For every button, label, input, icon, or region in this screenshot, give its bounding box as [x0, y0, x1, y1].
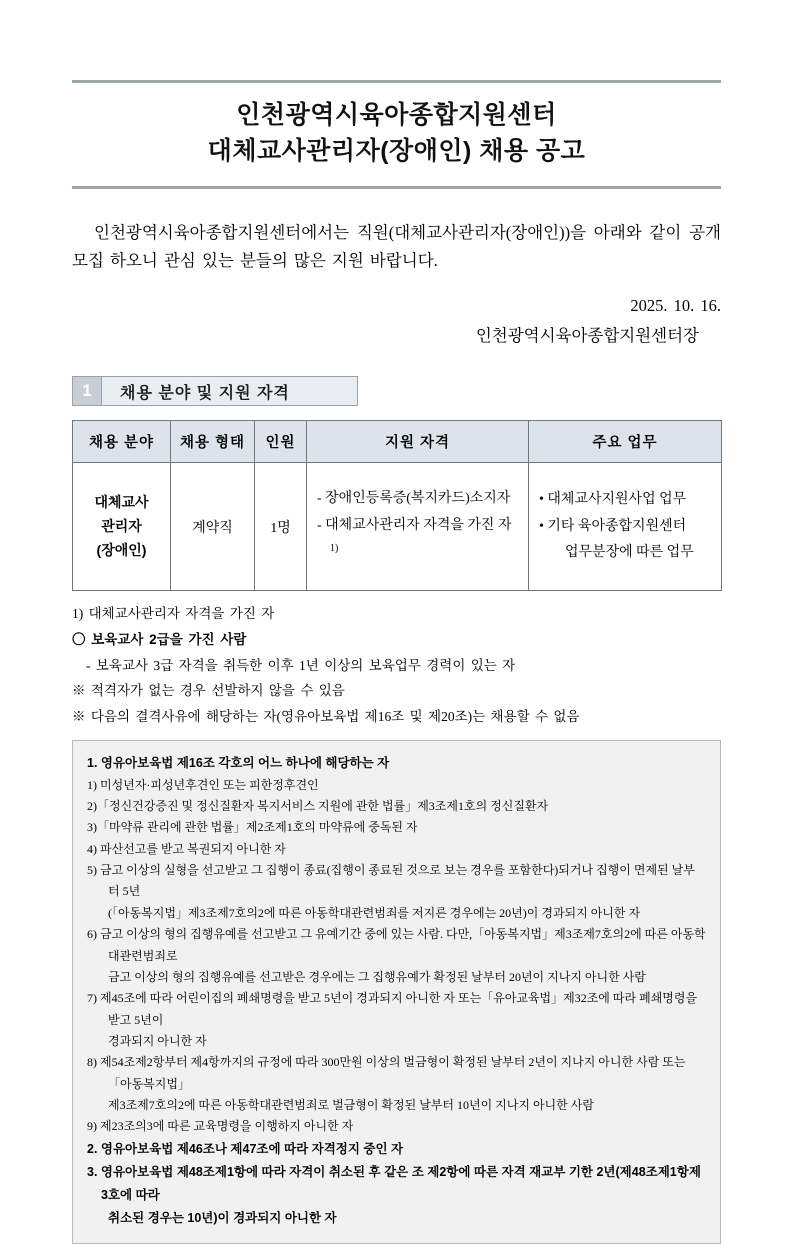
footnote-marker: 1)	[330, 543, 339, 555]
footnote-4: ※ 적격자가 없는 경우 선발하지 않을 수 있음	[72, 683, 345, 699]
announcement-signer: 인천광역시육아종합지원센터장	[475, 326, 699, 346]
disqualification-item: 2)「정신건강증진 및 정신질환자 복지서비스 지원에 관한 법률」제3조제1호의 정신질환자	[87, 799, 549, 814]
disqualification-item-cont: 제3조제7호의2에 따른 아동학대관련범죄로 벌금형이 확정된 날부터 10년이 지나지 아니한 사람	[108, 1098, 594, 1113]
duty-item-2-line-1: • 기타 육아종합지원센터	[539, 518, 687, 534]
cell-field	[73, 463, 171, 591]
table-row	[73, 463, 722, 591]
recruitment-table	[72, 420, 722, 591]
field-line-2: 관리자	[101, 517, 142, 534]
col-header-type: 채용 형태	[171, 421, 255, 463]
disqualification-box	[72, 740, 721, 1244]
page-title-line-1: 인천광역시육아종합지원센터	[236, 101, 557, 129]
disqualification-item: 3)「마약류 관리에 관한 법률」제2조제1호의 마약류에 중독된 자	[87, 820, 418, 835]
col-header-count: 인원	[255, 421, 307, 463]
cell-headcount: 1명	[255, 463, 307, 591]
col-header-field: 채용 분야	[73, 421, 171, 463]
section-number-badge: 1	[72, 376, 102, 406]
footnote-1: 1) 대체교사관리자 자격을 가진 자	[72, 606, 275, 622]
col-header-duties: 주요 업무	[529, 421, 722, 463]
disqualification-section-3-heading-cont: 취소된 경우는 10년)이 경과되지 아니한 자	[108, 1211, 337, 1226]
col-header-qualification: 지원 자격	[307, 421, 529, 463]
disqualification-item-cont: (「아동복지법」제3조제7호의2에 따른 아동학대관련범죄를 저지른 경우에는 20년)이 경과되지 아니한 자	[108, 905, 641, 920]
disqualification-item-cont: 경과되지 아니한 자	[108, 1033, 207, 1048]
disqualification-item: 6) 금고 이상의 형의 집행유예를 선고받고 그 유예기간 중에 있는 사람. 다만,「아동복지법」제3조제7호의2에 따른 아동학대관련범죄로	[87, 927, 706, 963]
duty-item-1: • 대체교사지원사업 업무	[539, 491, 687, 507]
table-header-row	[73, 421, 722, 463]
duty-item-2-line-2: 업무분장에 따른 업무	[565, 545, 694, 561]
page-title-line-2: 대체교사관리자(장애인) 채용 공고	[207, 137, 586, 166]
disqualification-item: 4) 파산선고를 받고 복권되지 아니한 자	[87, 841, 286, 856]
disqualification-item: 9) 제23조의3에 따른 교육명령을 이행하지 아니한 자	[87, 1119, 354, 1134]
disqualification-item-cont: 금고 이상의 형의 집행유예를 선고받은 경우에는 그 집행유예가 확정된 날부터 20년이 지나지 아니한 사람	[108, 969, 646, 984]
qualification-item-2	[317, 513, 518, 568]
footnote-2: 〇 보육교사 2급을 가진 사람	[72, 631, 247, 647]
field-line-1: 대체교사	[94, 494, 149, 511]
cell-duties	[529, 463, 722, 591]
field-line-3: (장애인)	[96, 541, 147, 558]
disqualification-item: 8) 제54조제2항부터 제4항까지의 규정에 따라 300만원 이상의 벌금형이 확정된 날부터 2년이 지나지 아니한 사람 또는「아동복지법」	[87, 1055, 686, 1091]
qualification-item-1: - 장애인등록증(복지카드)소지자	[317, 491, 511, 507]
qualification-item-2-text: - 대체교사관리자 자격을 가진 자	[317, 517, 512, 533]
disqualification-section-3-heading: 3. 영유아보육법 제48조제1항에 따라 자격이 취소된 후 같은 조 제2항에 따른 자격 재교부 기한 2년(제48조제1항제3호에 따라	[87, 1164, 701, 1203]
disqualification-section-2-heading: 2. 영유아보육법 제46조나 제47조에 따라 자격정지 중인 자	[87, 1141, 404, 1156]
disqualification-item: 7) 제45조에 따라 어린이집의 폐쇄명령을 받고 5년이 경과되지 아니한 자 또는「유아교육법」제32조에 따라 폐쇄명령을 받고 5년이	[87, 991, 698, 1027]
section-1-heading	[72, 376, 358, 406]
disqualification-item: 1) 미성년자·피성년후견인 또는 피한정후견인	[87, 777, 319, 792]
cell-qualifications	[307, 463, 529, 591]
footnote-5: ※ 다음의 결격사유에 해당하는 자(영유아보육법 제16조 및 제20조)는 채용할 수 없음	[72, 708, 580, 724]
disqualification-section-1-heading: 1. 영유아보육법 제16조 각호의 어느 하나에 해당하는 자	[87, 755, 390, 770]
section-title-text: 채용 분야 및 지원 자격	[102, 376, 358, 406]
footnote-3: - 보육교사 3급 자격을 취득한 이후 1년 이상의 보육업무 경력이 있는 자	[86, 657, 516, 673]
intro-paragraph: 인천광역시육아종합지원센터에서는 직원(대체교사관리자(장애인))을 아래와 같이 공개 모집 하오니 관심 있는 분들의 많은 지원 바랍니다.	[72, 222, 721, 271]
duty-item-2	[539, 514, 711, 567]
document-title-block	[72, 80, 721, 189]
footnote-block	[72, 601, 721, 729]
announcement-date: 2025. 10. 16.	[630, 296, 721, 316]
cell-employment-type: 계약직	[171, 463, 255, 591]
disqualification-item: 5) 금고 이상의 실형을 선고받고 그 집행이 종료(집행이 종료된 것으로 보는 경우를 포함한다)되거나 집행이 면제된 날부터 5년	[87, 863, 695, 899]
